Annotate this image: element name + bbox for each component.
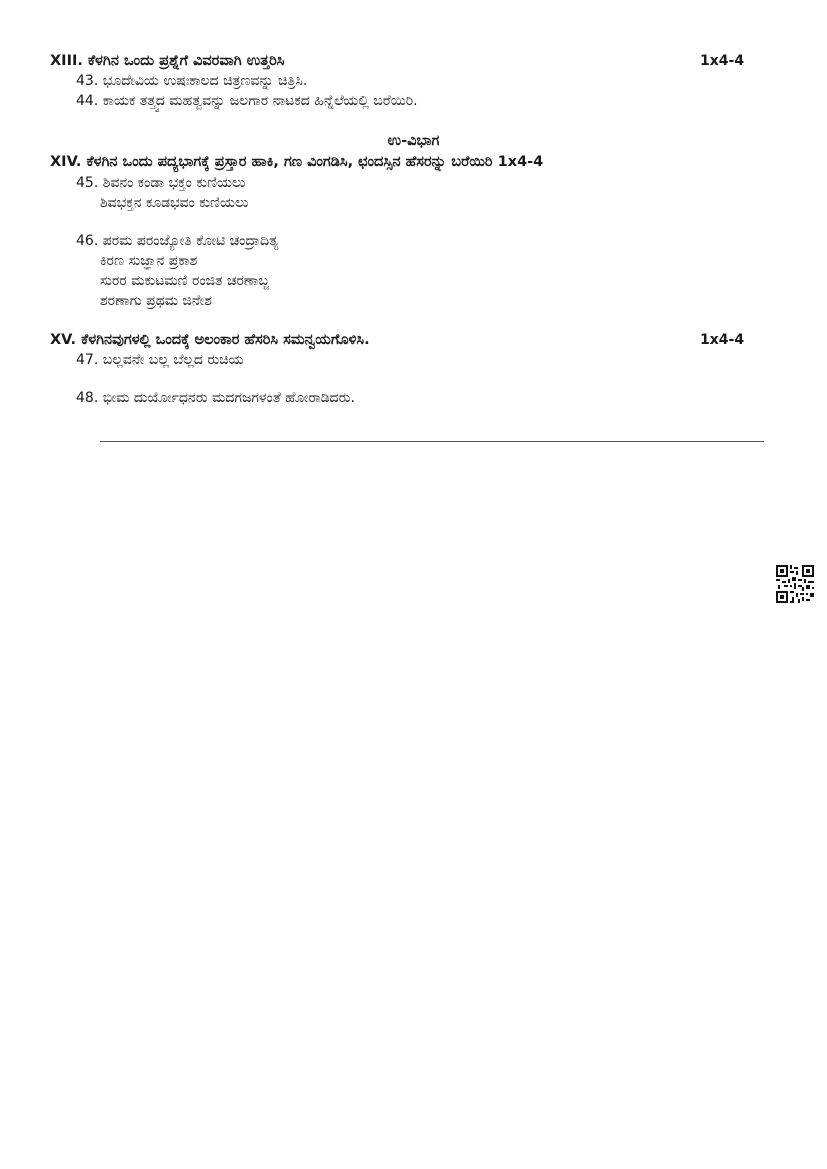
end-rule: [100, 441, 764, 442]
section-u-title: ಉ-ವಿಭಾಗ: [387, 133, 440, 149]
question-46-line-3: ಸುರರ ಮಕುಟಮಣಿ ರಂಜಿತ ಚರಣಾಬ್ಜ: [100, 273, 269, 289]
qr-code-icon: [776, 565, 814, 603]
question-45-line-1: 45. ಶಿವನಂ ಕಂಡಾ ಭಕ್ತಂ ಕುಣಿಯಲು: [76, 175, 246, 191]
section-xv-heading: XV. ಕೆಳಗಿನವುಗಳಲ್ಲಿ ಒಂದಕ್ಕೆ ಅಲಂಕಾರ ಹೆಸರಿಸಿ ಸಮನ್ವಯಗೊಳಿಸಿ.: [50, 332, 370, 348]
question-47: 47. ಬಲ್ಲವನೇ ಬಲ್ಲ ಬೆಲ್ಲದ ರುಚಿಯ: [76, 352, 244, 368]
question-45-line-2: ಶಿವಭಕ್ತನ ಕೂಡಭವಂ ಕುಣಿಯಲು: [100, 195, 249, 211]
question-48: 48. ಭೀಮ ದುರ್ಯೋಧನರು ಮದಗಜಗಳಂತೆ ಹೋರಾಡಿದರು.: [76, 390, 355, 406]
question-44: 44. ಕಾಯಕ ತತ್ತ್ವದ ಮಹತ್ವವನ್ನು ಜಲಗಾರ ನಾಟಕದ ಹಿನ್ನೆಲೆಯಲ್ಲಿ ಬರೆಯಿರಿ.: [76, 93, 418, 109]
question-46-line-1: 46. ಪರಮ ಪರಂಜ್ಯೋತಿ ಕೋಟಿ ಚಂದ್ರಾದಿತ್ಯ: [76, 233, 279, 249]
section-xiii-marks: 1x4-4: [700, 53, 745, 69]
section-xiv-heading: XIV. ಕೆಳಗಿನ ಒಂದು ಪದ್ಯಭಾಗಕ್ಕೆ ಪ್ರಸ್ತಾರ ಹಾಕಿ, ಗಣ ವಿಂಗಡಿಸಿ, ಛಂದಸ್ಸಿನ ಹೆಸರನ್ನು ಬರೆಯಿರಿ 1x4-4: [50, 154, 544, 170]
section-xiii-heading: XIII. ಕೆಳಗಿನ ಒಂದು ಪ್ರಶ್ನೆಗೆ ವಿವರವಾಗಿ ಉತ್ತರಿಸಿ: [50, 53, 285, 69]
question-46-line-2: ಕಿರಣ ಸುಜ್ಞಾನ ಪ್ರಕಾಶ: [100, 253, 198, 269]
section-xv-marks: 1x4-4: [700, 332, 745, 348]
question-43: 43. ಭೂದೇವಿಯ ಉಷಃಕಾಲದ ಚಿತ್ರಣವನ್ನು ಚಿತ್ರಿಸಿ.: [76, 73, 308, 89]
question-46-line-4: ಶರಣಾಗು ಪ್ರಥಮ ಜಿನೇಶ: [100, 293, 212, 309]
